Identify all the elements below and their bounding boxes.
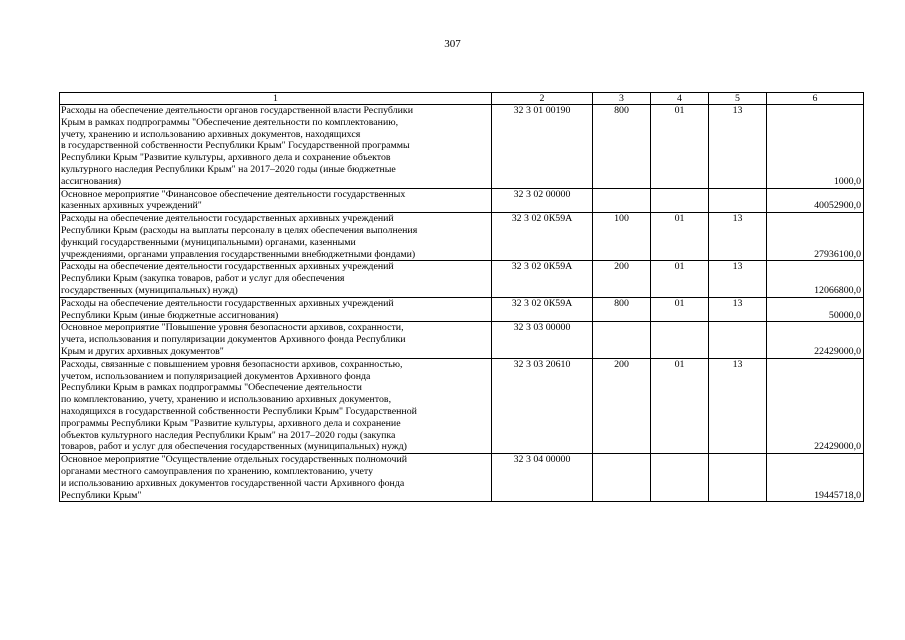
table-row <box>60 188 864 213</box>
row-amount: 40052900,0 <box>767 188 864 213</box>
table-row <box>60 358 864 453</box>
row-description <box>60 188 492 213</box>
header-col-4: 4 <box>651 93 709 105</box>
header-col-2: 2 <box>492 93 593 105</box>
row-description <box>60 358 492 453</box>
row-expense-type <box>593 322 651 358</box>
description-line: Республики Крым (иные бюджетные ассигнования) <box>61 309 279 321</box>
description-line: функций государственными (муниципальными) органами, казенными <box>61 236 356 248</box>
row-amount: 27936100,0 <box>767 213 864 261</box>
description-line: казенных архивных учреждений" <box>61 200 202 212</box>
budget-table <box>59 92 864 502</box>
row-amount: 22429000,0 <box>767 358 864 453</box>
row-target-code: 32 3 04 00000 <box>492 454 593 502</box>
row-section <box>651 188 709 213</box>
row-subsection: 13 <box>709 358 767 453</box>
description-line: учетом, использованием и популяризацией документов Архивного фонда <box>61 370 371 382</box>
description-line: объектов культурного наследия Республики Крым" на 2017–2020 годы (закупка <box>61 429 396 441</box>
description-line: находящихся в государственной собственности Республики Крым" Государственной <box>61 405 417 417</box>
row-target-code: 32 3 02 00000 <box>492 188 593 213</box>
description-line: Расходы на обеспечение деятельности государственных архивных учреждений <box>61 261 394 273</box>
description-line: по комплектованию, учету, хранению и использованию архивных документов, <box>61 394 392 406</box>
description-line: Расходы, связанные с повышением уровня безопасности архивов, сохранностью, <box>61 358 403 370</box>
row-amount: 19445718,0 <box>767 454 864 502</box>
row-expense-type: 800 <box>593 105 651 189</box>
header-col-1: 1 <box>60 93 492 105</box>
table-row <box>60 297 864 322</box>
table-row <box>60 454 864 502</box>
row-section: 01 <box>651 213 709 261</box>
description-line: ассигнования) <box>61 175 122 187</box>
description-line: и использованию архивных документов государственной части Архивного фонда <box>61 477 405 489</box>
row-section: 01 <box>651 261 709 297</box>
row-description <box>60 297 492 322</box>
page-number: 307 <box>444 38 461 50</box>
row-amount: 1000,0 <box>767 105 864 189</box>
description-line: Основное мероприятие "Финансовое обеспечение деятельности государственных <box>61 188 406 200</box>
row-subsection <box>709 322 767 358</box>
header-col-6: 6 <box>767 93 864 105</box>
description-line: Крым в рамках подпрограммы "Обеспечение деятельности по комплектованию, <box>61 116 399 128</box>
row-amount: 12066800,0 <box>767 261 864 297</box>
row-expense-type: 200 <box>593 358 651 453</box>
description-line: Основное мероприятие "Осуществление отдельных государственных полномочий <box>61 454 408 466</box>
description-line: учреждениями, органами управления государственными внебюджетными фондами) <box>61 248 416 260</box>
description-line: Республики Крым в рамках подпрограммы "Обеспечение деятельности <box>61 382 362 394</box>
row-target-code: 32 3 03 00000 <box>492 322 593 358</box>
row-target-code: 32 3 02 0К59А <box>492 261 593 297</box>
row-description <box>60 105 492 189</box>
row-description <box>60 261 492 297</box>
row-description <box>60 454 492 502</box>
description-line: Республики Крым (расходы на выплаты персоналу в целях обеспечения выполнения <box>61 224 418 236</box>
description-line: Республики Крым" <box>61 489 142 501</box>
row-section: 01 <box>651 105 709 189</box>
header-col-3: 3 <box>593 93 651 105</box>
description-line: учету, хранению и использованию архивных документов, находящихся <box>61 128 361 140</box>
description-line: Расходы на обеспечение деятельности государственных архивных учреждений <box>61 213 394 225</box>
row-subsection <box>709 188 767 213</box>
description-line: Расходы на обеспечение деятельности органов государственной власти Республики <box>61 105 413 116</box>
row-expense-type: 100 <box>593 213 651 261</box>
description-line: органами местного самоуправления по хранению, комплектованию, учету <box>61 465 374 477</box>
row-amount: 22429000,0 <box>767 322 864 358</box>
row-subsection: 13 <box>709 105 767 189</box>
row-target-code: 32 3 02 0К59А <box>492 297 593 322</box>
description-line: Республики Крым (закупка товаров, работ и услуг для обеспечения <box>61 273 345 285</box>
row-subsection: 13 <box>709 261 767 297</box>
row-target-code: 32 3 03 20610 <box>492 358 593 453</box>
description-line: программы Республики Крым "Развитие культуры, архивного дела и сохранение <box>61 417 401 429</box>
description-line: Республики Крым "Развитие культуры, архивного дела и сохранение объектов <box>61 152 391 164</box>
row-expense-type <box>593 188 651 213</box>
description-line: Крым и других архивных документов" <box>61 345 224 357</box>
row-expense-type: 200 <box>593 261 651 297</box>
table-header-row <box>60 93 864 105</box>
row-section <box>651 322 709 358</box>
row-subsection: 13 <box>709 297 767 322</box>
row-target-code: 32 3 01 00190 <box>492 105 593 189</box>
table-row <box>60 213 864 261</box>
table-row <box>60 322 864 358</box>
row-section <box>651 454 709 502</box>
row-subsection: 13 <box>709 213 767 261</box>
row-expense-type <box>593 454 651 502</box>
description-line: государственных (муниципальных) нужд) <box>61 284 238 296</box>
description-line: учета, использования и популяризации документов Архивного фонда Республики <box>61 334 406 346</box>
description-line: культурного наследия Республики Крым" на 2017–2020 годы (иные бюджетные <box>61 163 396 175</box>
description-line: Расходы на обеспечение деятельности государственных архивных учреждений <box>61 297 394 309</box>
table-row <box>60 261 864 297</box>
row-target-code: 32 3 02 0К59А <box>492 213 593 261</box>
description-line: товаров, работ и услуг для обеспечения государственных (муниципальных) нужд) <box>61 441 407 453</box>
row-description <box>60 322 492 358</box>
row-expense-type: 800 <box>593 297 651 322</box>
description-line: Основное мероприятие "Повышение уровня безопасности архивов, сохранности, <box>61 322 404 334</box>
row-description <box>60 213 492 261</box>
description-line: в государственной собственности Республики Крым" Государственной программы <box>61 140 410 152</box>
row-subsection <box>709 454 767 502</box>
table-row <box>60 105 864 189</box>
header-col-5: 5 <box>709 93 767 105</box>
row-section: 01 <box>651 358 709 453</box>
row-amount: 50000,0 <box>767 297 864 322</box>
row-section: 01 <box>651 297 709 322</box>
